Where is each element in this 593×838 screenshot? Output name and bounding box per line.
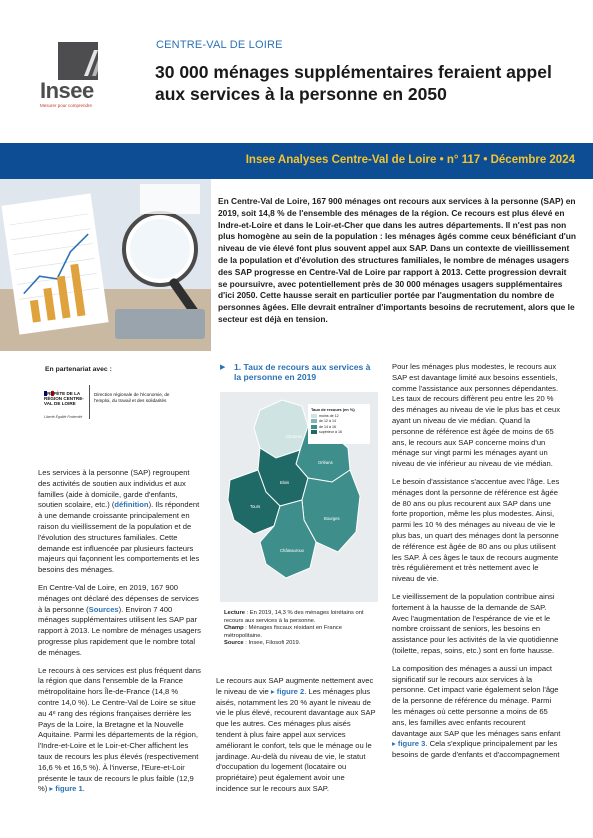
partner-divider [89,385,90,419]
figure-title: ▶ 1. Taux de recours aux services à la personne en 2019 [220,362,371,382]
figure-3-link[interactable]: ▸ figure 3 [392,739,426,749]
source-note: Source : Insee, Filosofi 2019. [224,640,301,647]
legend-swatch [311,425,317,429]
logo-mark-icon [80,46,112,76]
flag-icon [44,383,54,388]
paragraph: Le besoin d'assistance s'accentue avec l'âge. Les ménages dont la personne de référence est âgée de 80 ans ou plus recourent aux SAP dans une forte proportion, même les plus modestes. Ainsi, parmi les 10 % des ménages au niveau de vie le plus bas, un quart des ménages dont la personne de référence est âgée de 80 ans ou plus utilisent les SAP. À ces âges le taux de recours augmente très régulièrement et très nettement avec le niveau de vie. [392,476,560,584]
left-column [38,468,201,802]
page-title: 30 000 ménages supplémentaires feraient appel aux services à la personne en 2050 [155,62,552,104]
figure-1-link[interactable]: ▸ figure 1 [49,784,83,794]
region-label: CENTRE-VAL DE LOIRE [156,39,283,51]
paragraph: La composition des ménages a aussi un impact significatif sur le recours aux services à la personne. Cet impact varie également selon l'âge de la personne de référence du ménage. Parmi les ménages où cette personne a moins de 65 ans, les familles avec enfants recourent davantage aux SAP que les ménages sans enfant ▸ figure 3. Cela s'explique principalement par les besoins de garde d'enfants et d'accompagnement [392,663,561,760]
legend-item [311,425,367,429]
sources-link[interactable]: Sources [88,604,119,614]
prefecture-motto: Liberté Égalité Fraternité [44,415,83,419]
city-label: Châteauroux [280,548,304,553]
paragraph: Le recours à ces services est plus fréquent dans la région que dans l'ensemble de la France métropolitaine hors Île-de-France (14,8 % contre 14,0 %). Le Centre-Val de Loire se situe au 4ᵉ rang des régions françaises derrière les Pays de la Loire, la Bretagne et la Nouvelle Aquitaine. Parmi les départements de la région, l'Indre-et-Loire et le Loir-et-Cher affichent les taux de recours les plus élevés (respectivement 16,6 % et 16,5 %). À l'inverse, l'Eure-et-Loir présente le taux de recours le plus faible (12,9 %) ▸ figure 1. [38,665,201,794]
partner-logo [42,383,192,423]
partner-direction: Direction régionale de l'économie, de l'emploi, du travail et des solidarités [94,392,170,403]
city-label: Chartres [286,434,303,439]
legend-swatch [311,414,317,418]
figure-map [220,392,378,602]
legend-item [311,414,367,418]
legend-item [311,419,367,423]
logo-tagline: Mesurer pour comprendre [40,103,93,108]
figure-notes [224,610,374,648]
insee-logo [40,42,110,108]
city-label: Bourges [324,516,340,521]
partner-label: En partenariat avec : [45,366,112,373]
hero-photo-icon [0,179,211,351]
paragraph: Le vieillissement de la population contribue ainsi fortement à la hausse de la demande de SAP. Avec l'augmentation de l'espérance de vie et le nombre croissant de seniors, les besoins en assistance pour les activités de la vie quotidienne (toilette, repas, soins, etc.) sont en forte hausse. [392,591,559,655]
reading-note: Lecture : En 2019, 14,3 % des ménages loirétains ont recours aux services à la personne. [224,610,364,624]
definition-link[interactable]: définition [114,500,149,510]
triangle-icon: ▶ [220,364,226,371]
legend-swatch [311,419,317,423]
field-note: Champ : Ménages fiscaux résidant en France métropolitaine. [224,625,342,639]
prefecture-name: PRÉFÈTE DE LA RÉGION CENTRE-VAL DE LOIRE [44,391,84,407]
city-label: Blois [280,480,290,485]
publication-reference: Insee Analyses Centre-Val de Loire • n° 117 • Décembre 2024 [245,154,575,166]
legend-label: de 14 à 16 [319,424,336,429]
city-label: Orléans [318,460,333,465]
legend-label: moins de 12 [319,414,339,418]
city-label: Tours [250,504,261,509]
paragraph: En Centre-Val de Loire, en 2019, 167 900 ménages ont déclaré des dépenses de services à la personne (Sources). Environ 7 400 ménages supplémentaires utilisent les SAP par rapport à 2013. Le nombre de ménages usagers progresse plus rapidement que le nombre total de ménages. [38,582,201,657]
legend-item [311,430,367,434]
legend-swatch [311,430,317,434]
middle-column [216,676,378,802]
legend-label: supérieur à 16 [319,430,342,435]
intro-summary: En Centre-Val de Loire, 167 900 ménages ont recours aux services à la personne (SAP) en 2019, soit 14,8 % de l'ensemble des ménages de la région. Ce recours est plus élevé en Indre-et-Loire et dans le Loir-et-Cher que dans les autres départements. Il n'est pas non plus homogène au sein de la population : les ménages âgés comme ceux bénéficiant d'un niveau de vie élevé font plus souvent appel aux SAP. Dans un contexte de vieillissement de la population et d'évolution des structures familiales, le nombre de ménages usagers des SAP progresse en Centre-Val de Loire par rapport à 2013. Cette progression devrait se poursuivre, avec potentiellement près de 30 000 ménages usagers supplémentaires d'ici 2050. Cette hausse serait en particulier portée par l'augmentation du nombre de personnes âgées. Elle devrait entraîner d'importants besoins de recrutement, alors que le secteur est déjà en tension. [218,196,577,324]
publication-banner [0,143,593,179]
map-legend [308,404,370,444]
figure-2-link[interactable]: ▸ figure 2 [270,686,305,696]
hero-illustration [0,179,211,351]
paragraph: Les services à la personne (SAP) regroupent des activités de soutien aux individus et aux familles (aide à domicile, garde d'enfants, soutien scolaire, etc.) (définition). Ils répondent à une demande croissante principalement en raison du vieillissement de la population et de l'évolution des structures familiales. Cette demande est influencée par plusieurs facteurs majeurs qui façonnent les comportements et les besoins des ménages. [38,468,200,575]
logo-wordmark: Insee [40,78,94,103]
paragraph: Le recours aux SAP augmente nettement avec le niveau de vie ▸ figure 2. Les ménages plus aisés, notamment les 20 % ayant le niveau de vie le plus élevé, recourent davantage aux SAP que les autres. Ces ménages plus aisés tendent à plus faire appel aux services améliorant le confort, tels que le ménage ou le jardinage. Au-delà du niveau de vie, le statut d'occupation du logement (locataire ou propriétaire) peut également avoir une incidence sur le recours aux SAP. [216,676,376,793]
paragraph: Pour les ménages plus modestes, le recours aux SAP est davantage limité aux besoins essentiels, comme l'assistance aux personnes dépendantes. Les taux de recours diffèrent peu entre les 20 % des ménages au niveau de vie le plus bas et ceux ayant un niveau de vie médian. Quand la personne de référence est âgée de moins de 65 ans, le recours aux SAP concerne moins d'un ménage sur vingt parmi les ménages ayant un niveau de vie inférieur au niveau de vie médian. [392,362,561,469]
logo-mark [58,42,98,80]
legend-title: Taux de recours (en %) [311,407,355,412]
legend-label: de 12 à 14 [319,419,336,424]
right-column [392,362,562,768]
